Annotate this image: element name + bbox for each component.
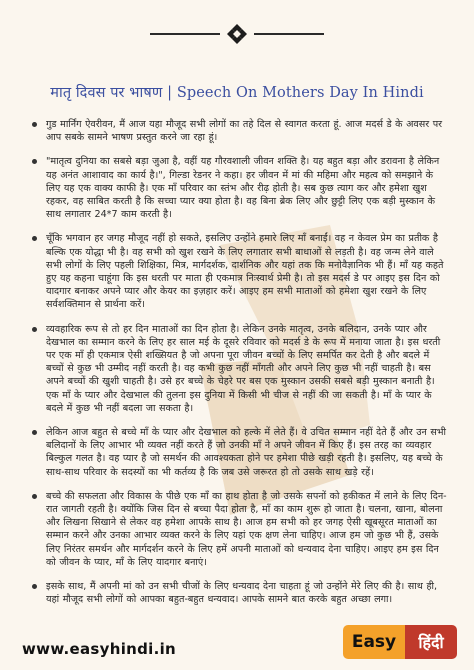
paragraph-text: इसके साथ, मैं अपनी मां को उन सभी चीजों के लिए धन्यवाद देना चाहता हूं जो उन्होंने मेरे लिए की है। साथ ही, यहां मौजूद सभी लोगों को आपका बहुत-बहुत धन्यवाद। आपके सामने बात करके बहुत अच्छा लगा। bbox=[46, 581, 438, 606]
website-url-link[interactable]: www.easyhindi.in bbox=[22, 640, 177, 658]
bullet-dot bbox=[32, 584, 37, 589]
logo-easy-text: Easy bbox=[343, 625, 405, 659]
paragraph-text: व्यवहारिक रूप से तो हर दिन माताओं का दिन होता है। लेकिन उनके मातृत्व, उनके बलिदान, उनके प्यार और देखभाल का सम्मान करने के लिए हर साल मई के दूसरे रविवार को मदर्स डे के रूप में मनाया जाता है। इस धरती पर एक माँ ही एकमात्र ऐसी शख्सियत है जो अपना पूरा जीवन बच्चों के लिए समर्पित कर देती है और बदले में बच्चों से कुछ भी उम्मीद नहीं करती है। वह कभी कुछ नहीं माँगती और अपने लिए कुछ भी नहीं चाहती है। बस अपने बच्चों की खुशी चाहती है। उसे हर बच्चे के चेहरे पर बस एक मुस्कान उसकी सबसे बड़ी मुस्कान बनाती है। एक माँ के प्यार और देखभाल की तुलना इस दुनिया में किसी भी चीज से नहीं की जा सकती है। माँ के प्यार के बदले में कुछ भी नहीं बदला जा सकता है। bbox=[46, 323, 441, 414]
ornament-line-right bbox=[254, 33, 324, 35]
list-item bbox=[30, 426, 448, 479]
paragraph-text: गुड मार्निंग ऐवरीवन, मैं आज यहा मौजूद सभी लोगों का तहे दिल से स्वागत करता हूं. आज मदर्स डे के अवसर पर आप सबके सामने भाषण प्रस्तुत करने जा रहा हूं। bbox=[46, 119, 443, 144]
diamond-ornament-icon bbox=[225, 24, 249, 44]
list-item bbox=[30, 323, 448, 415]
bullet-dot bbox=[32, 122, 37, 127]
list-item bbox=[30, 580, 448, 606]
bullet-dot bbox=[32, 327, 37, 332]
logo-hindi-text: हिंदी bbox=[405, 625, 457, 659]
bullet-dot bbox=[32, 236, 37, 241]
page-title: मातृ दिवस पर भाषण | Speech On Mothers Day In Hindi bbox=[50, 85, 424, 101]
paragraph-text: "मातृत्व दुनिया का सबसे बड़ा जुआ है, वहीं यह गौरवशाली जीवन शक्ति है। यह बहुत बड़ा और डरावना है लेकिन यह अनंत आशावाद का कार्य है।", गिल्डा रेडनर ने कहा। हर जीवन में मां की महिमा और महत्व को समझाने के लिए यह एक वाक्य काफी है। एक माँ परिवार का स्तंभ और रीढ़ होती है। सब कुछ त्याग कर और हमेशा खुश रहकर, वह साबित करती है कि सच्चा प्यार क्या होता है। वह बिना ब्रेक लिए और छुट्टी लिए एक बड़ी मुस्कान के साथ लगातार 24*7 काम करती है। bbox=[46, 156, 440, 221]
ornament-line-left bbox=[150, 33, 220, 35]
paragraph-text: चूँकि भगवान हर जगह मौजूद नहीं हो सकते, इसलिए उन्होंने हमारे लिए माँ बनाईं। वह न केवल प्रेम का प्रतीक है बल्कि एक योद्धा भी है। वह सभी को खुश रखने के लिए लगातार सभी बाधाओं से लड़ती है। वह जन्म लेने वाले सभी लोगों के लिए पहली शिक्षिका, मित्र, मार्गदर्शक, दार्शनिक और यहां तक कि मनोवैज्ञानिक भी हैं। माँ यह कहते हुए यह कहना चाहूंगा कि इस धरती पर माता ही एकमात्र निःस्वार्थ प्रेमी है। तो इस मदर्स डे पर आइए इस दिन को यादगार बनाकर अपने प्यार और केयर का इज़हार करें। आइए हम सभी माताओं को हमेशा खुश रखने के लिए सर्वशक्तिमान से प्रार्थना करें। bbox=[46, 233, 444, 311]
bullet-dot bbox=[32, 494, 37, 499]
bullet-dot bbox=[32, 159, 37, 164]
list-item bbox=[30, 232, 448, 311]
list-item bbox=[30, 118, 448, 144]
header-ornament bbox=[0, 22, 474, 46]
speech-content bbox=[30, 118, 448, 618]
paragraph-text: लेकिन आज बहुत से बच्चे माँ के प्यार और देखभाल को हल्के में लेते हैं। वे उचित सम्मान नहीं देते हैं और उन सभी बलिदानों के लिए आभार भी व्यक्त नहीं करते हैं जो उनकी माँ ने अपने जीवन में किए हैं। इस तरह का व्यवहार बिल्कुल गलत है। वह प्यार है जो समर्थन की आवश्यकता होने पर हमेशा पीछे खड़ी रहती है। इसलिए, यह बच्चे के साथ-साथ परिवार के सदस्यों का भी कर्तव्य है कि जब उसे जरूरत हो तो उसके साथ खड़े रहें। bbox=[46, 427, 447, 478]
list-item bbox=[30, 155, 448, 221]
list-item bbox=[30, 490, 448, 569]
paragraph-text: बच्चे की सफलता और विकास के पीछे एक माँ का हाथ होता है जो उसके सपनों को हकीकत में लाने के लिए दिन-रात जागती रहती है। क्योंकि जिस दिन से बच्चा पैदा होता है, माँ का काम शुरू हो जाता है। चलना, खाना, बोलना और लिखना सिखाने से लेकर वह हमेशा आपके साथ है। आज हम सभी को हर जगह ऐसी खूबसूरत माताओं का सम्मान करने और उनका आभार व्यक्त करने के लिए यहां एक क्षण लेना चाहिए। आज हम जो कुछ भी हैं, उसके लिए निरंतर समर्थन और मार्गदर्शन करने के लिए हमें अपनी माताओं को धन्यवाद देना चाहिए। आइए हम इस दिन को जीवन के प्यार, माँ के लिए यादगार बनाएं। bbox=[46, 490, 447, 568]
bullet-dot bbox=[32, 430, 37, 435]
easyhindi-logo[interactable] bbox=[343, 625, 457, 659]
